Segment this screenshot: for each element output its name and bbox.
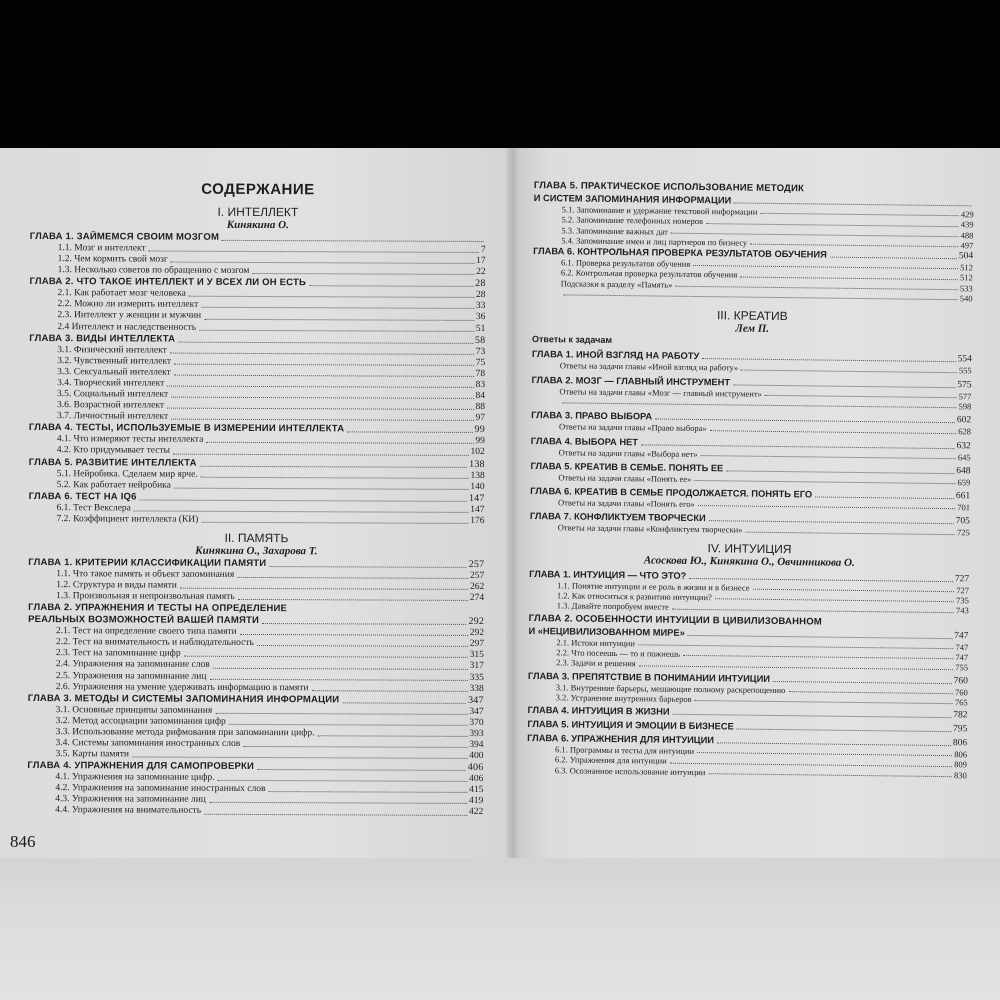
dot-leader [737, 729, 951, 733]
dot-leader [229, 724, 468, 726]
dot-leader [213, 667, 468, 669]
chapter-page: 575 [957, 379, 972, 391]
toc-entry-page: 317 [469, 661, 484, 672]
toc-entry-text: 3.4. Творческий интеллект [57, 378, 165, 389]
dot-leader [639, 665, 954, 670]
dot-leader [309, 285, 473, 287]
toc-entry-page: 36 [475, 312, 486, 323]
toc-entry-page: 747 [955, 641, 969, 652]
chapter-title: ГЛАВА 1. ЗАЙМЕМСЯ СВОИМ МОЗГОМ [29, 230, 220, 243]
toc-entry-text: 2.3. Интеллект у женщин и мужчин [57, 310, 202, 322]
toc-entry-text: 2.2. Можно ли измерить интеллект [57, 299, 199, 311]
toc-entry-text: 3.5. Социальный интеллект [57, 389, 169, 400]
chapter-title: ГЛАВА 1. КРИТЕРИИ КЛАССИФИКАЦИИ ПАМЯТИ [28, 556, 267, 569]
dot-leader [201, 476, 469, 478]
toc-entry-text: 2.1. Истоки интуиции [556, 636, 636, 648]
dot-leader [134, 510, 468, 512]
toc-entry-page: 429 [960, 209, 974, 220]
dot-leader [167, 386, 473, 388]
toc-entry-text: 7.2. Коэффициент интеллекта (КИ) [56, 513, 199, 525]
toc-entry-text: 1.3. Несколько советов по обращению с мозгом [57, 265, 250, 277]
toc-entry-text: 6.2. Упражнения для интуиции [554, 754, 667, 767]
chapter-title: ГЛАВА 3. ПРАВО ВЫБОРА [531, 410, 653, 422]
chapter-page: 292 [468, 616, 485, 628]
toc-entry-text: 2.5. Упражнения на запоминание лиц [55, 670, 207, 682]
dot-leader [209, 802, 467, 804]
toc-entry-text: 4.3. Упражнения на запоминание лиц [55, 794, 206, 806]
dot-leader [171, 419, 473, 421]
toc-entry-text: Ответы на задачи главы «Понять ее» [558, 472, 692, 484]
dot-leader [760, 213, 959, 216]
chapter-page: 99 [474, 424, 485, 436]
chapter-page: 661 [955, 491, 971, 502]
toc-entry-text: 3.7. Личностный интеллект [56, 411, 169, 422]
dot-leader [698, 505, 956, 509]
right-toc-column [527, 180, 974, 780]
toc-entry-text: 3.1. Физический интеллект [57, 344, 167, 356]
toc-entry-text: 3.5. Карты памяти [55, 749, 130, 760]
toc-entry-text: Ответы на задачи главы «Мозг — главный инструмент» [559, 385, 762, 399]
chapter-title: ГЛАВА 2. ЧТО ТАКОЕ ИНТЕЛЛЕКТ И У ВСЕХ ЛИ ОН ЕСТЬ [29, 276, 307, 289]
chapter-page: 58 [474, 334, 486, 346]
toc-entry-page: 735 [956, 595, 969, 606]
toc-entry-page: 338 [469, 683, 484, 694]
toc-entry-text: 4.1. Упражнения на запоминание цифр. [55, 772, 215, 783]
toc-entry-page: 78 [475, 368, 486, 379]
chapter-page: 554 [957, 354, 972, 365]
toc-entry-page: 394 [469, 739, 484, 750]
chapter-page: 632 [956, 440, 971, 451]
toc-entry-text: Ответы на задачи главы «Право выбора» [558, 421, 707, 434]
dot-leader [311, 690, 467, 692]
dot-leader [209, 678, 467, 680]
toc-entry-page: 628 [958, 426, 972, 437]
dot-leader [238, 599, 468, 601]
toc-entry-text: Ответы на задачи главы «Понять его» [558, 497, 695, 510]
toc-entry-text: 2.1. Как работает мозг человека [57, 288, 186, 299]
toc-entry-text: 1.1. Мозг и интеллект [57, 243, 146, 254]
toc-entry-page: 73 [475, 346, 486, 357]
toc-entry-page: 830 [953, 769, 967, 781]
toc-entry-page: 406 [469, 774, 484, 785]
toc-entry-page: 488 [960, 229, 974, 240]
chapter-title: ГЛАВА 6. УПРАЖНЕНИЯ ДЛЯ ИНТУИЦИИ [527, 733, 715, 746]
toc-entry-page: 598 [958, 401, 972, 412]
toc-entry-text: 3.3. Сексуальный интеллект [57, 366, 171, 378]
chapter-page: 806 [952, 738, 968, 749]
toc-entry-text: 2.3. Тест на запоминание цифр [55, 648, 181, 660]
dot-leader [174, 487, 469, 489]
dot-leader [215, 713, 467, 715]
toc-entry-page: 97 [475, 413, 485, 424]
chapter-title: ГЛАВА 3. ВИДЫ ИНТЕЛЛЕКТА [29, 332, 176, 345]
dot-leader [252, 273, 474, 275]
chapter-title: ГЛАВА 6. ТЕСТ НА IQ6 [28, 490, 137, 503]
toc-entry-page: 99 [475, 436, 485, 447]
toc-entry-text: Ответы на задачи главы «Иной взгляд на работу» [559, 360, 739, 373]
part-heading: I. ИНТЕЛЛЕКТ [217, 204, 299, 220]
chapter-title: ГЛАВА 5. КРЕАТИВ В СЕМЬЕ. ПОНЯТЬ ЕЕ [530, 460, 724, 474]
dot-leader [694, 480, 955, 484]
photo-background-bottom [0, 858, 1000, 1000]
toc-entry-text: 6.2. Контрольная проверка результатов обучения [560, 267, 738, 280]
toc-entry-text: 5.2. Запоминание телефонных номеров [561, 214, 704, 227]
toc-entry-text: 5.1. Нейробика. Сделаем мир ярче. [56, 468, 198, 480]
toc-entry-page: 393 [469, 728, 484, 739]
toc-entry-page: 84 [475, 390, 486, 402]
toc-entry-text: 4.4. Упражнения на внимательность [55, 805, 202, 817]
toc-entry-page: 743 [955, 605, 969, 616]
part-heading: III. КРЕАТИВ [716, 308, 788, 324]
toc-entry-page: 138 [470, 470, 485, 481]
toc-entry-page: 292 [469, 628, 485, 639]
toc-entry-page: 555 [958, 365, 972, 376]
chapter-title-cont: И «НЕЦИВИЛИЗОВАННОМ МИРЕ» [528, 625, 685, 638]
dot-leader [673, 714, 952, 718]
toc-entry-text: 3.2. Чувственный интеллект [57, 355, 172, 367]
part-author: Кинякина О. [226, 218, 289, 232]
dot-leader [745, 531, 955, 535]
dot-leader [200, 465, 467, 467]
chapter-title: ГЛАВА 4. ВЫБОРА НЕТ [530, 435, 639, 447]
toc-entry-page: 400 [469, 751, 484, 762]
toc-entry-page: 83 [475, 379, 486, 390]
chapter-page: 760 [953, 675, 968, 686]
toc-entry-page: 701 [957, 502, 971, 513]
toc-entry-text: 3.3. Использование метода рифмования при запоминании цифр. [55, 727, 315, 739]
dot-leader [240, 634, 468, 636]
toc-entry-page: 512 [960, 262, 974, 273]
toc-entry-text: 3.2. Устранение внутренних барьеров [555, 692, 692, 704]
dot-leader [734, 202, 972, 206]
chapter-title: ГЛАВА 7. КОНФЛИКТУЕМ ТВОРЧЕСКИ [529, 511, 706, 524]
toc-entry-page: 577 [958, 390, 972, 402]
toc-entry-text: 1.3. Произвольная и непроизвольная память [56, 591, 235, 602]
part-author: Кинякина О., Захарова Т. [195, 544, 318, 558]
chapter-page: 747 [954, 630, 969, 641]
chapter-title: ГЛАВА 6. КРЕАТИВ В СЕМЬЕ ПРОДОЛЖАЕТСЯ. ПОНЯТЬ ЕГО [530, 486, 813, 500]
toc-entry-page: 512 [960, 272, 973, 283]
left-toc-column [27, 178, 486, 819]
toc-entry-page: 765 [954, 697, 968, 708]
toc-entry-page: 806 [954, 749, 968, 760]
dot-leader [170, 352, 474, 354]
dot-leader [199, 329, 474, 331]
dot-leader [753, 589, 955, 592]
part-heading: IV. ИНТУИЦИЯ [707, 540, 792, 556]
toc-entry-text: 5.3. Запоминание важных дат [561, 224, 668, 237]
chapter-title: ГЛАВА 4. ИНТУИЦИЯ В ЖИЗНИ [527, 705, 670, 717]
page-number: 846 [10, 832, 36, 851]
dot-leader [773, 680, 952, 683]
toc-entry-page: 262 [469, 581, 485, 592]
dot-leader [726, 470, 954, 474]
chapter-title: ГЛАВА 6. КОНТРОЛЬНАЯ ПРОВЕРКА РЕЗУЛЬТАТОВ ОБУЧЕНИЯ [533, 246, 827, 260]
dot-leader [262, 623, 466, 625]
dot-leader [217, 780, 467, 782]
dot-leader [189, 296, 474, 298]
toc-entry-page: 274 [469, 592, 485, 604]
toc-entry-page: 370 [469, 717, 484, 728]
toc-entry-page: 540 [959, 293, 973, 304]
dot-leader [709, 521, 954, 525]
toc-entry-page: 725 [956, 527, 970, 538]
toc-entry-page: 439 [960, 219, 974, 230]
chapter-title: ГЛАВА 3. МЕТОДЫ И СИСТЕМЫ ЗАПОМИНАНИЯ ИНФОРМАЦИИ [27, 692, 340, 706]
toc-entry-page: 297 [469, 639, 484, 650]
chapter-title: ГЛАВА 2. МОЗГ — ГЛАВНЫЙ ИНСТРУМЕНТ [531, 374, 731, 388]
toc-entry-page: 645 [957, 451, 971, 462]
dot-leader [717, 742, 951, 746]
toc-entry-page: 102 [470, 447, 485, 458]
dot-leader [243, 746, 467, 748]
toc-entry-page: 809 [954, 759, 967, 770]
toc-entry-text: 2.4 Интеллект и наследственность [57, 321, 197, 333]
toc-entry-page: 88 [475, 402, 486, 413]
toc-entry-page: 760 [954, 686, 968, 697]
toc-entry-text: 2.2. Что посеешь — то и пожнешь [556, 647, 681, 659]
toc-entry-page: 497 [960, 240, 974, 251]
dot-leader [269, 566, 466, 568]
toc-entry-text: 6.1. Тест Векслера [56, 502, 131, 514]
toc-entry-text: 1.2. Структура и виды памяти [56, 580, 177, 591]
dot-leader [184, 656, 468, 658]
toc-entry-page: 755 [955, 662, 969, 673]
chapter-page: 602 [956, 415, 972, 426]
toc-entry-text: 2.3. Задачи и решения [556, 657, 636, 669]
dot-leader [222, 240, 484, 242]
toc-entry-page: 422 [468, 807, 484, 818]
chapter-page: 727 [954, 573, 970, 585]
toc-title: СОДЕРЖАНИЕ [201, 180, 315, 199]
toc-entry-text: 3.6. Возрастной интеллект [56, 400, 164, 411]
dot-leader [204, 318, 474, 320]
toc-entry-text: 1.3. Давайте попробуем вместе [556, 600, 669, 613]
chapter-title: ГЛАВА 2. УПРАЖНЕНИЯ И ТЕСТЫ НА ОПРЕДЕЛЕНИЕ [28, 602, 288, 615]
dot-leader [268, 791, 467, 793]
toc-entry-text: 1.2. Как относиться к развитию интуиции? [556, 590, 712, 603]
toc-entry-page: 147 [470, 504, 485, 515]
toc-entry-page: 33 [475, 301, 486, 312]
toc-entry-page: 533 [959, 282, 973, 294]
toc-entry-text: 2.2. Тест на внимательность и наблюдательность [55, 637, 254, 649]
toc-entry-text: 4.2. Кто придумывает тесты [56, 445, 171, 457]
chapter-title: ГЛАВА 1. ИНОЙ ВЗГЛЯД НА РАБОТУ [531, 349, 700, 362]
toc-entry-page: 140 [470, 481, 485, 492]
dot-leader [342, 702, 466, 704]
toc-entry-page: 257 [469, 570, 485, 581]
dot-leader [708, 773, 952, 777]
toc-entry-text: 5.1. Запоминание и удержание текстовой информации [561, 204, 758, 217]
toc-entry [27, 805, 483, 818]
toc-entry-page: 659 [957, 477, 971, 488]
photo-background-top [0, 0, 1000, 148]
dot-leader [701, 455, 956, 459]
dot-leader [201, 307, 474, 309]
part-heading: II. ПАМЯТЬ [224, 530, 289, 546]
dot-leader [562, 403, 956, 409]
dot-leader [815, 497, 954, 500]
chapter-page: 795 [953, 724, 968, 735]
toc-entry-page: 419 [469, 796, 484, 807]
toc-entry-text: 5.4. Запоминание имен и лиц партнеров по бизнесу [561, 235, 748, 248]
dot-leader [765, 395, 957, 398]
toc-entry-text: 3.2. Метод ассоциации запоминания цифр [55, 715, 226, 727]
toc-entry-text: Ответы на задачи главы «Выбора нет» [558, 446, 698, 459]
toc-entry-text: 1.1. Понятие интуиции и ее роль в жизни и в бизнесе [556, 580, 750, 593]
chapter-page: 257 [468, 558, 485, 570]
dot-leader [178, 341, 473, 343]
answers-label: Ответы к задачам [531, 334, 613, 346]
toc-entry-page: 7 [480, 244, 486, 255]
chapter-page: 147 [468, 492, 485, 504]
chapter-page: 648 [956, 466, 971, 477]
toc-entry-page: 727 [956, 584, 970, 596]
toc-entry-page: 415 [469, 785, 484, 796]
dot-leader [750, 244, 958, 248]
toc-entry-page: 22 [476, 267, 486, 278]
toc-entry-text: 2.1. Тест на определение своего типа памяти [56, 626, 237, 638]
dot-leader [171, 262, 474, 264]
chapter-page: 705 [955, 516, 970, 527]
part-author: Лем П. [735, 322, 770, 336]
dot-leader [564, 295, 958, 301]
dot-leader [347, 432, 472, 434]
part-author: Асоскова Ю., Кинякина О., Овчинникова О. [643, 554, 855, 569]
dot-leader [237, 577, 468, 579]
dot-leader [149, 251, 479, 253]
chapter-title: ГЛАВА 1. ИНТУИЦИЯ — ЧТО ЭТО? [529, 568, 687, 581]
chapter-title: ГЛАВА 2. ОСОБЕННОСТИ ИНТУИЦИИ В ЦИВИЛИЗОВАННОМ [528, 612, 823, 628]
toc-entry-page: 75 [475, 357, 486, 368]
toc-entry-text: 6.3. Осознанное использование интуиции [554, 765, 706, 777]
toc-entry-page: 51 [475, 323, 486, 334]
toc-entry-text: 6.1. Программы и тесты для интуиции [554, 744, 695, 757]
chapter-title-cont: И СИСТЕМ ЗАПОМИНАНИЯ ИНФОРМАЦИИ [533, 192, 732, 206]
dot-leader [206, 442, 473, 444]
chapter-page: 406 [467, 762, 484, 774]
toc-entry-page: 747 [955, 652, 969, 663]
toc-entry-text: 3.1. Основные принципы запоминания [55, 704, 213, 716]
dot-leader [741, 369, 957, 373]
toc-entry-page: 347 [469, 706, 484, 717]
toc-entry-page: 28 [475, 290, 486, 301]
dot-leader [695, 700, 953, 704]
dot-leader [733, 384, 955, 388]
chapter-page: 782 [953, 710, 968, 721]
toc-entry-text: 1.1. Что такое память и объект запоминания [56, 568, 235, 580]
dot-leader [173, 453, 469, 455]
dot-leader [201, 522, 468, 524]
chapter-title-cont: РЕАЛЬНЫХ ВОЗМОЖНОСТЕЙ ВАШЕЙ ПАМЯТИ [28, 614, 260, 627]
toc-entry-text: 6.1. Проверка результатов обучения [560, 257, 691, 270]
dot-leader [830, 257, 957, 260]
chapter-title: ГЛАВА 5. РАЗВИТИЕ ИНТЕЛЛЕКТА [28, 456, 197, 469]
toc-entry [28, 514, 484, 527]
dot-leader [257, 769, 466, 771]
book-gutter [506, 148, 520, 858]
dot-leader [257, 645, 468, 647]
chapter-page: 347 [468, 694, 484, 706]
chapter-page: 138 [469, 458, 485, 470]
dot-leader [180, 588, 468, 590]
toc-entry-page: 315 [469, 650, 484, 661]
dot-leader [740, 276, 958, 280]
chapter-title: ГЛАВА 3. ПРЕПЯТСТВИЕ В ПОНИМАНИИ ИНТУИЦИИ [527, 670, 771, 684]
dot-leader [140, 499, 467, 501]
dot-leader [174, 363, 474, 365]
toc-entry-text: 1.2. Чем кормить свой мозг [57, 254, 168, 265]
chapter-page: 504 [958, 251, 974, 262]
toc-entry-text: 3.1. Внутренние барьеры, мешающие полному раскрепощению [555, 681, 786, 695]
dot-leader [132, 757, 467, 759]
toc-entry-text: 4.1. Что измеряют тесты интеллекта [56, 434, 204, 446]
dot-leader [318, 735, 468, 737]
toc-entry-text: 2.4. Упражнения на запоминание слов [55, 659, 210, 671]
toc-entry-page: 176 [470, 515, 485, 526]
dot-leader [204, 813, 467, 815]
dot-leader [174, 375, 474, 377]
dot-leader [171, 397, 473, 399]
chapter-page: 28 [475, 278, 486, 290]
toc-entry-text: 5.2. Как работает нейробика [56, 479, 171, 491]
chapter-title: ГЛАВА 5. ИНТУИЦИЯ И ЭМОЦИИ В БИЗНЕСЕ [527, 719, 734, 732]
dot-leader [672, 608, 954, 612]
toc-entry-text: Ответы на задачи главы «Конфликтуем творчески» [557, 522, 743, 536]
dot-leader [167, 408, 474, 410]
chapter-title: ГЛАВА 4. ТЕСТЫ, ИСПОЛЬЗУЕМЫЕ В ИЗМЕРЕНИИ ИНТЕЛЛЕКТА [28, 422, 345, 435]
toc-entry-page: 17 [476, 256, 486, 267]
toc-entry-text: Подсказки к разделу «Память» [560, 278, 673, 290]
chapter-title: ГЛАВА 4. УПРАЖНЕНИЯ ДЛЯ САМОПРОВЕРКИ [27, 760, 255, 773]
toc-entry-text: 3.4. Системы запоминания иностранных слов [55, 738, 241, 749]
toc-entry-page: 335 [469, 672, 484, 683]
dot-leader [715, 599, 954, 603]
toc-entry-text: 4.2. Упражнения на запоминание иностранных слов [55, 783, 266, 795]
chapter-title: ГЛАВА 5. ПРАКТИЧЕСКОЕ ИСПОЛЬЗОВАНИЕ МЕТОДИК [533, 180, 805, 195]
dot-leader [710, 430, 957, 434]
toc-entry-text: 2.6. Упражнения на умение удерживать информацию в памяти [55, 681, 309, 693]
dot-leader [788, 691, 953, 694]
